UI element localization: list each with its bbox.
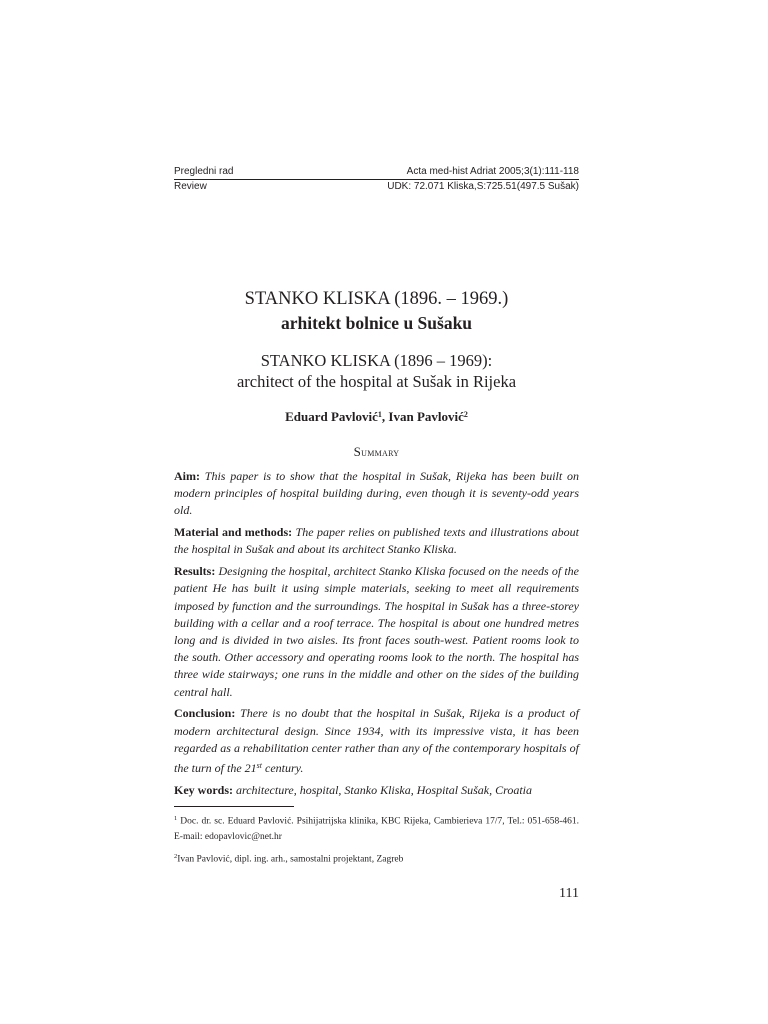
footnote-mark: 1 <box>174 815 178 822</box>
title-english-line1: STANKO KLISKA (1896 – 1969): <box>260 351 493 370</box>
title-croatian-line1: STANKO KLISKA (1896. – 1969.) <box>244 289 509 309</box>
section-label: Material and methods: <box>174 525 293 540</box>
section-text-end: century. <box>262 761 304 776</box>
abstract-results <box>174 563 579 701</box>
journal-citation: Acta med-hist Adriat 2005;3(1):111-118 <box>406 166 579 177</box>
abstract <box>174 468 579 804</box>
running-header-top <box>174 166 579 178</box>
section-label: Aim: <box>174 469 200 483</box>
footnote-mark: 2 <box>174 853 178 860</box>
ordinal-suffix: st <box>256 761 263 771</box>
author-name: Eduard Pavlović <box>285 409 378 424</box>
footnote-divider <box>174 806 294 807</box>
footnote-2 <box>174 849 579 868</box>
footnote-1 <box>174 811 579 845</box>
footnote-text: Doc. dr. sc. Eduard Pavlović. Psihijatrijska klinika, KBC Rijeka, Cambierieva 17/7, Tel.: 051-658-461. E-mail: edopavlovic@net.hr <box>174 816 579 842</box>
udc-classification: UDK: 72.071 Kliska,S:725.51(497.5 Sušak) <box>387 181 579 192</box>
abstract-aim <box>174 468 579 520</box>
summary-heading <box>174 445 579 459</box>
abstract-conclusion <box>174 705 579 777</box>
affiliation-mark: 1 <box>377 410 382 419</box>
keywords-text: architecture, hospital, Stanko Kliska, Hospital Sušak, Croatia <box>233 782 532 797</box>
section-text: Designing the hospital, architect Stanko Kliska focused on the needs of the patient He has built it using simple materials, seeking to meet all requirements imposed by function and the surroundings. The hospital in Sušak has a three-storey building with a cellar and a roof terrace. The hospital is about one hundred metres long and is divided in two aisles. Its front faces south-west. Patient rooms look to the south. Other accessory and operating rooms look to the north. The hospital has three wide stairways; one runs in the middle and other on the sides of the building central hall. <box>174 564 579 699</box>
section-label: Results: <box>174 564 216 579</box>
section-text: This paper is to show that the hospital in Sušak, Rijeka has been built on modern principles of hospital building during, even though it is seventy-odd years old. <box>174 469 579 518</box>
header-divider <box>174 179 579 180</box>
article-type-croatian: Pregledni rad <box>174 166 234 177</box>
summary-heading-initial: S <box>353 444 362 459</box>
author-name: Ivan Pavlović <box>388 409 464 424</box>
section-label: Key words: <box>174 782 233 797</box>
summary-heading-rest: ummary <box>361 445 400 459</box>
affiliation-mark: 2 <box>463 410 468 419</box>
abstract-methods <box>174 524 579 558</box>
section-text: There is no doubt that the hospital in Sušak, Rijeka is a product of modern architectural design. Since 1934, with its impressive vista, it has been regarded as a rehabilitation center rather than any of the contemporary hospitals of the turn of the 21 <box>174 706 579 776</box>
running-header-bottom <box>174 181 579 193</box>
article-type-english: Review <box>174 181 207 192</box>
abstract-keywords <box>174 782 579 799</box>
title-english-line2: architect of the hospital at Sušak in Rijeka <box>236 372 517 391</box>
section-label: Conclusion: <box>174 706 236 721</box>
title-croatian-line2: arhitekt bolnice u Sušaku <box>280 313 473 333</box>
page-number: 111 <box>559 886 579 901</box>
section-text: The paper relies on published texts and illustrations about the hospital in Sušak and about its architect Stanko Kliska. <box>174 525 579 557</box>
author-separator: , <box>381 409 389 424</box>
author-list <box>174 407 579 425</box>
footnote-text: Ivan Pavlović, dipl. ing. arh., samostalni projektant, Zagreb <box>177 854 404 865</box>
